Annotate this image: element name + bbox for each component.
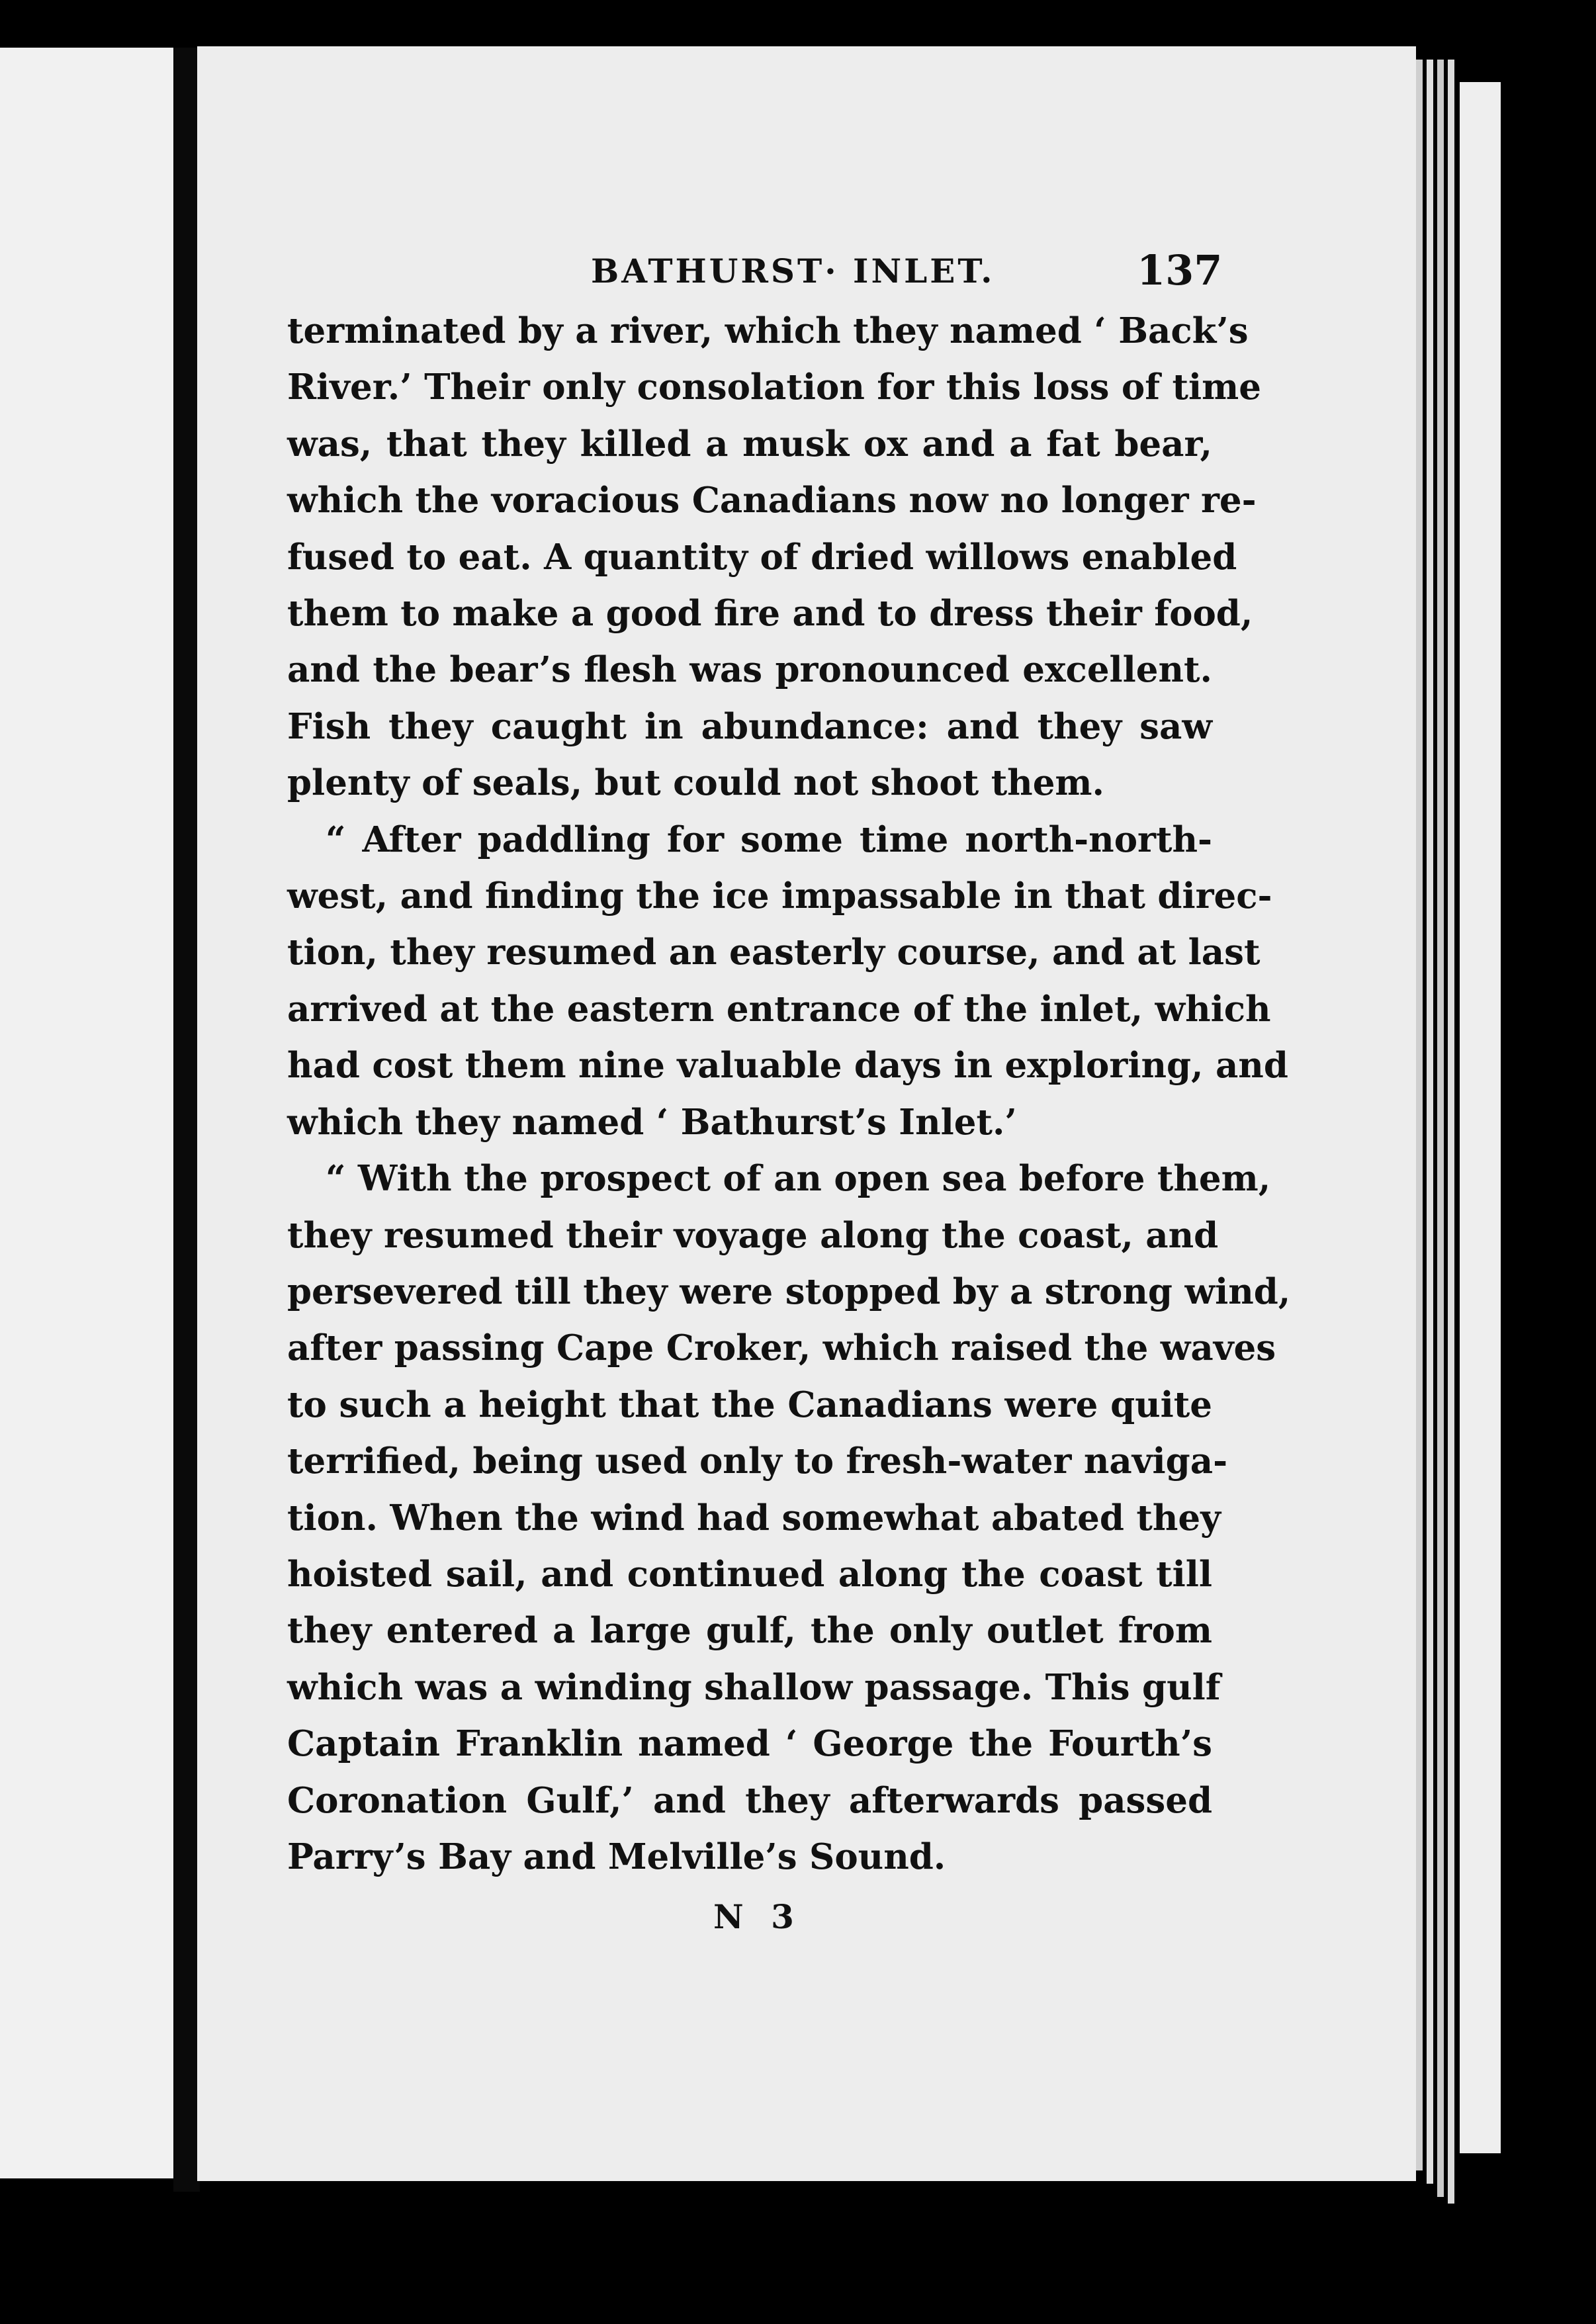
page-number: 137 bbox=[1137, 246, 1223, 294]
paragraph bbox=[287, 303, 1261, 812]
page-header bbox=[197, 246, 1416, 304]
signature-mark: N 3 bbox=[713, 1897, 802, 1936]
text-line: River.’ Their only consolation for this loss of time bbox=[287, 367, 1261, 408]
paragraph bbox=[287, 1151, 1291, 1885]
text-line: and the bear’s flesh was pronounced excellent. bbox=[287, 649, 1212, 691]
text-line: they entered a large gulf, the only outlet from bbox=[287, 1610, 1212, 1652]
text-line: to such a height that the Canadians were quite bbox=[287, 1384, 1212, 1425]
text-line: them to make a good fire and to dress their food, bbox=[287, 593, 1253, 635]
text-line: had cost them nine valuable days in exploring, and bbox=[287, 1045, 1288, 1087]
text-line: tion. When the wind had somewhat abated they bbox=[287, 1497, 1221, 1539]
previous-page-edge bbox=[0, 48, 177, 2178]
text-line: fused to eat. A quantity of dried willows enabled bbox=[287, 536, 1237, 578]
text-line: Parry’s Bay and Melville’s Sound. bbox=[287, 1836, 946, 1877]
paragraph bbox=[287, 812, 1288, 1151]
book-page bbox=[197, 46, 1416, 2181]
text-line: Fish they caught in abundance: and they saw bbox=[287, 705, 1212, 747]
text-line: they resumed their voyage along the coast, and bbox=[287, 1214, 1219, 1256]
text-line: persevered till they were stopped by a strong wind, bbox=[287, 1271, 1291, 1312]
text-line: west, and finding the ice impassable in that direc- bbox=[287, 875, 1272, 917]
page-edge bbox=[1427, 60, 1433, 2184]
text-line: plenty of seals, but could not shoot them. bbox=[287, 762, 1104, 804]
page-edge bbox=[1448, 60, 1454, 2204]
page-edge bbox=[1437, 60, 1444, 2197]
text-line: Coronation Gulf,’ and they afterwards passed bbox=[287, 1779, 1212, 1821]
text-line: arrived at the eastern entrance of the inlet, which bbox=[287, 988, 1271, 1030]
book-gutter bbox=[173, 48, 200, 2192]
text-line: terminated by a river, which they named ‘ Back’s bbox=[287, 310, 1249, 351]
text-line: which was a winding shallow passage. This gulf bbox=[287, 1666, 1221, 1708]
text-line: “ With the prospect of an open sea before them, bbox=[326, 1158, 1271, 1200]
text-line: was, that they killed a musk ox and a fat bear, bbox=[287, 423, 1212, 465]
cover-edge bbox=[1460, 82, 1501, 2153]
text-line: Captain Franklin named ‘ George the Fourth’s bbox=[287, 1723, 1212, 1765]
text-line: which the voracious Canadians now no longer re- bbox=[287, 480, 1257, 521]
text-line: which they named ‘ Bathurst’s Inlet.’ bbox=[287, 1101, 1017, 1143]
text-line: terrified, being used only to fresh-water naviga- bbox=[287, 1441, 1228, 1482]
running-head: BATHURST· INLET. bbox=[591, 251, 995, 290]
text-line: hoisted sail, and continued along the coast till bbox=[287, 1553, 1212, 1595]
text-line: after passing Cape Croker, which raised the waves bbox=[287, 1327, 1276, 1369]
page-edge bbox=[1416, 60, 1423, 2170]
text-line: “ After paddling for some time north-north- bbox=[326, 819, 1212, 860]
text-line: tion, they resumed an easterly course, and at last bbox=[287, 932, 1261, 973]
page-body bbox=[287, 303, 1291, 1885]
